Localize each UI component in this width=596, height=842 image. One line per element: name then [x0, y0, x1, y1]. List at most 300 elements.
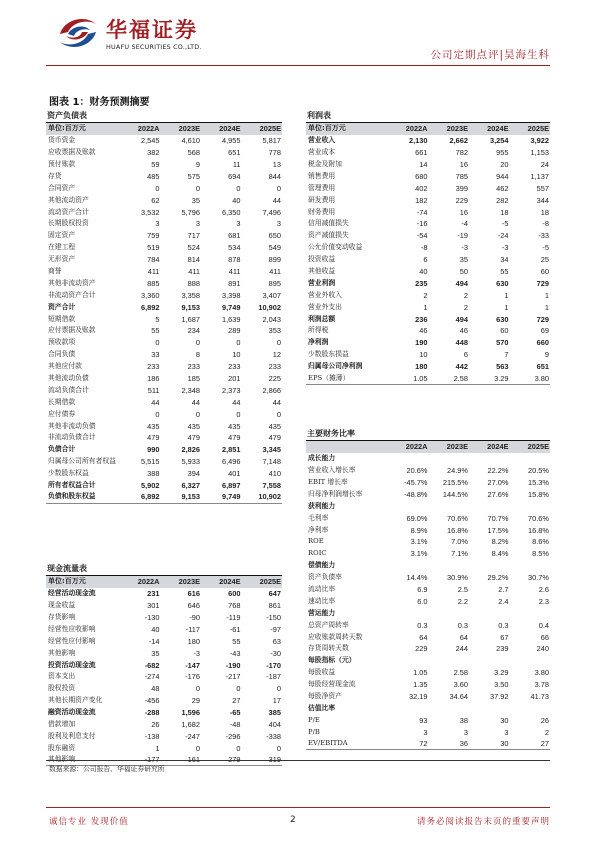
row-label: 资本支出 [48, 672, 76, 681]
table-row [306, 560, 550, 572]
value-cell: 3.80 [534, 668, 549, 678]
value-cell: 944 [496, 171, 509, 181]
table-row [306, 536, 550, 548]
value-cell: -14 [148, 636, 160, 646]
value-cell: 0 [236, 409, 241, 419]
value-cell: 2,373 [222, 385, 241, 395]
value-cell: 69.0% [406, 513, 428, 523]
row-label: 营业收入增长率 [308, 466, 356, 475]
value-cell: 44 [151, 397, 160, 407]
value-cell: 4,955 [222, 136, 241, 146]
value-cell: 570 [496, 338, 509, 348]
value-cell: 17 [272, 696, 281, 706]
value-cell: 16.8% [528, 525, 549, 535]
row-label: 利润总额 [308, 314, 336, 323]
header-year-cell: 2022A [405, 124, 428, 134]
table-section-title: 资产负债表 [46, 110, 282, 123]
value-cell: 1 [155, 743, 160, 753]
row-label: 营运能力 [308, 608, 336, 617]
value-cell: 600 [228, 589, 241, 599]
value-cell: 2 [463, 302, 468, 312]
table-row [46, 432, 282, 444]
table-row [46, 444, 282, 456]
value-cell: 40 [232, 195, 241, 205]
value-cell: 650 [268, 231, 281, 241]
row-label: 应收账款周转天数 [308, 632, 363, 641]
value-cell: 534 [228, 243, 241, 253]
value-cell: 27.6% [487, 489, 509, 499]
table-row [46, 408, 282, 420]
value-cell: -147 [185, 660, 200, 670]
row-label: 应收票据及账款 [48, 148, 96, 157]
value-cell: 0 [155, 338, 160, 348]
row-label: 流动比率 [308, 584, 336, 593]
value-cell: 785 [455, 171, 468, 181]
value-cell: 511 [147, 385, 160, 395]
value-cell: 442 [455, 362, 468, 372]
table-row [46, 361, 282, 373]
figure-title: 图表 1：财务预测摘要 [49, 97, 150, 108]
row-label: ROE [308, 537, 324, 546]
header-year-cell: 2025E [527, 124, 549, 134]
value-cell: -65 [229, 708, 241, 718]
row-label: 股利及利息支付 [48, 731, 96, 740]
row-label: 货币资金 [48, 136, 76, 145]
row-label: 归属母公司所有者权益 [48, 457, 116, 466]
row-label: 每股净资产 [308, 692, 342, 700]
value-cell: -3 [501, 243, 509, 253]
row-label: 净利率 [308, 525, 329, 534]
value-cell: 1 [544, 290, 549, 300]
value-cell: -130 [144, 612, 160, 622]
header-year-cell: 2024E [219, 577, 241, 587]
value-cell: 3.80 [534, 373, 549, 383]
row-label: 投资活动现金流 [48, 660, 96, 669]
row-label: 获利能力 [308, 501, 336, 510]
table-row [46, 480, 282, 492]
table-row [306, 361, 550, 373]
table-row [46, 171, 282, 183]
value-cell: 0 [236, 743, 241, 753]
value-cell: 0.3 [417, 620, 428, 630]
value-cell: 44 [272, 195, 281, 205]
logo-english-name: HUAFU SECURITIES CO.,LTD. [106, 43, 202, 51]
value-cell: -45.7% [404, 477, 428, 487]
value-cell: 29.2% [487, 573, 509, 583]
value-cell: -54 [416, 231, 428, 241]
row-label: 其他影响 [48, 648, 76, 657]
value-cell: 9,749 [222, 492, 241, 502]
value-cell: 563 [496, 362, 509, 372]
table-row [306, 667, 550, 679]
value-cell: -187 [266, 672, 281, 682]
row-label: 净利润 [308, 338, 329, 347]
value-cell: 3.1% [410, 549, 428, 559]
row-label: 经营活动现金流 [48, 589, 96, 598]
row-label: 毛利率 [308, 513, 329, 522]
value-cell: 180 [415, 362, 428, 372]
table-row [46, 456, 282, 468]
value-cell: 60 [500, 326, 509, 336]
row-label: 营业成本 [308, 148, 336, 157]
row-label: 其他收益 [308, 266, 336, 275]
value-cell: 8.6% [532, 537, 549, 547]
value-cell: 33 [151, 350, 160, 360]
value-cell: 778 [268, 148, 281, 158]
row-label: 应付票据及账款 [48, 326, 96, 335]
value-cell: 717 [187, 231, 200, 241]
row-label: 预收款项 [48, 338, 76, 347]
value-cell: 17.5% [487, 525, 509, 535]
value-cell: 9,153 [181, 302, 200, 312]
row-label: 偿债能力 [308, 561, 336, 570]
value-cell: 680 [415, 171, 428, 181]
value-cell: 7,496 [262, 207, 281, 217]
value-cell: 231 [147, 589, 160, 599]
value-cell: 30.9% [447, 573, 468, 583]
value-cell: 0 [195, 684, 200, 694]
value-cell: 14.4% [406, 573, 428, 583]
table-row [46, 266, 282, 278]
value-cell: 9,153 [181, 492, 200, 502]
value-cell: 6,892 [141, 492, 160, 502]
table-row [46, 695, 282, 707]
value-cell: 22.2% [487, 466, 509, 476]
table-row [306, 313, 550, 325]
value-cell: 1,153 [530, 148, 549, 158]
row-label: 其他流动负债 [48, 374, 89, 382]
value-cell: 888 [187, 278, 200, 288]
value-cell: 0 [236, 338, 241, 348]
value-cell: 32.19 [409, 692, 428, 701]
table-row [46, 600, 282, 612]
value-cell: 6,892 [141, 302, 160, 312]
value-cell: 646 [187, 601, 200, 611]
value-cell: 8.2% [491, 537, 509, 547]
table-row [306, 596, 550, 608]
value-cell: 0.4 [538, 620, 549, 630]
value-cell: 3.78 [534, 680, 549, 690]
value-cell: -117 [185, 624, 200, 634]
value-cell: 3,358 [181, 290, 200, 300]
value-cell: 651 [536, 362, 549, 372]
value-cell: 2 [544, 727, 549, 737]
value-cell: 215.5% [442, 477, 468, 487]
table-row [46, 492, 282, 504]
value-cell: 435 [228, 421, 241, 431]
value-cell: 70.7% [487, 513, 509, 523]
header-year-cell: 2022A [137, 577, 160, 587]
table-row [306, 584, 550, 596]
value-cell: 10,902 [258, 492, 281, 502]
table-row [46, 242, 282, 254]
row-label: 股权投资 [48, 684, 76, 693]
value-cell: 66 [540, 632, 549, 642]
table-row [306, 159, 550, 171]
value-cell: 479 [268, 433, 281, 443]
row-label: 存货影响 [48, 612, 76, 621]
value-cell: 8.5% [532, 549, 549, 559]
value-cell: 27.0% [487, 477, 509, 487]
value-cell: 782 [455, 148, 468, 158]
row-label: 在建工程 [48, 243, 76, 252]
row-label: 少数股东损益 [308, 350, 349, 359]
table-row [306, 738, 550, 750]
row-label: 财务费用 [308, 207, 336, 216]
value-cell: 20.5% [528, 466, 549, 476]
value-cell: 0 [236, 684, 241, 694]
value-cell: 70.6% [447, 513, 468, 523]
value-cell: 40 [151, 624, 160, 634]
value-cell: 479 [187, 433, 200, 443]
value-cell: 30.7% [528, 573, 549, 583]
value-cell: 44 [272, 397, 281, 407]
value-cell: 3 [195, 219, 200, 229]
value-cell: 616 [187, 589, 200, 599]
header-year-cell: 2023E [446, 442, 468, 452]
value-cell: 235 [415, 278, 428, 288]
value-cell: 630 [496, 278, 509, 288]
row-label: 非流动负债合计 [48, 433, 96, 442]
value-cell: 5 [155, 314, 160, 324]
value-cell: 651 [228, 148, 241, 158]
table-row [306, 230, 550, 242]
value-cell: 0 [276, 684, 281, 694]
row-label: 每股指标（元） [308, 656, 356, 665]
value-cell: 3.1% [410, 537, 428, 547]
value-cell: -48.8% [404, 489, 428, 499]
value-cell: 233 [147, 362, 160, 372]
value-cell: 6,897 [222, 481, 241, 491]
value-cell: 55 [500, 266, 509, 276]
table-row [46, 719, 282, 731]
table-row [306, 726, 550, 738]
value-cell: 201 [228, 374, 241, 383]
table-row [46, 731, 282, 743]
value-cell: 0 [276, 183, 281, 193]
table-row [46, 147, 282, 159]
row-label: 资产减值损失 [308, 231, 349, 240]
table-row [306, 194, 550, 206]
value-cell: 784 [147, 255, 160, 265]
value-cell: 7,148 [262, 457, 281, 467]
value-cell: 233 [228, 362, 241, 372]
value-cell: 48 [151, 684, 160, 694]
table-row [306, 325, 550, 337]
value-cell: 768 [228, 601, 241, 611]
value-cell: 885 [147, 278, 160, 288]
value-cell: 1,137 [530, 171, 549, 181]
header-unit-label: 单位:百万元 [48, 124, 86, 133]
value-cell: 50 [459, 266, 468, 276]
row-label: 融资活动现金流 [48, 708, 96, 717]
header-year-cell: 2023E [178, 124, 200, 134]
value-cell: 411 [269, 266, 281, 276]
footer-disclaimer: 请务必阅读报告末页的重要声明 [416, 817, 550, 827]
value-cell: -247 [185, 731, 200, 741]
table-row [306, 655, 550, 667]
value-cell: 557 [536, 183, 549, 193]
row-label: P/E [308, 715, 320, 724]
value-cell: 519 [147, 243, 160, 253]
page-number: 2 [290, 815, 296, 825]
footer-divider [46, 807, 550, 808]
row-label: 商誉 [48, 266, 62, 275]
row-label: 存货 [48, 171, 62, 180]
value-cell: 462 [496, 183, 509, 193]
value-cell: -150 [266, 612, 281, 622]
value-cell: 46 [459, 326, 468, 336]
value-cell: 2.7 [498, 584, 509, 594]
table-row [46, 647, 282, 659]
table-row [306, 489, 550, 501]
table-row [46, 301, 282, 313]
value-cell: 9 [544, 350, 549, 360]
row-label: 预付账款 [48, 159, 76, 168]
value-cell: 10,902 [258, 302, 281, 312]
value-cell: 44 [191, 397, 200, 407]
value-cell: 6.9 [417, 584, 428, 594]
value-cell: 69 [540, 326, 549, 336]
value-cell: -61 [229, 624, 241, 634]
document-type: 公司定期点评|昊海生科 [430, 49, 550, 61]
header-year-cell: 2022A [405, 442, 428, 452]
value-cell: -217 [225, 672, 241, 682]
value-cell: 14 [419, 159, 428, 169]
value-cell: 3,345 [262, 445, 281, 455]
value-cell: 729 [536, 314, 549, 324]
value-cell: 1.05 [413, 373, 428, 383]
value-cell: 24.9% [447, 466, 468, 476]
header-divider [46, 65, 550, 66]
table-row [306, 242, 550, 254]
value-cell: 20.6% [406, 466, 428, 476]
table-header-row [46, 123, 282, 135]
value-cell: -90 [189, 612, 200, 622]
value-cell: 18 [500, 207, 509, 217]
row-label: P/B [308, 727, 320, 736]
value-cell: 0.3 [457, 620, 468, 630]
value-cell: 448 [455, 338, 468, 348]
value-cell: 410 [268, 469, 281, 479]
value-cell: 1.35 [413, 680, 428, 690]
value-cell: 16 [459, 159, 468, 169]
table-row [46, 254, 282, 266]
table-row [306, 266, 550, 278]
value-cell: 6 [423, 255, 428, 265]
row-label: 所得税 [308, 326, 329, 335]
table-row [306, 349, 550, 361]
value-cell: 3.60 [453, 680, 468, 690]
value-cell: 568 [187, 148, 200, 158]
value-cell: 64 [419, 632, 428, 642]
row-label: 合同负债 [48, 350, 76, 359]
company-logo [56, 12, 236, 54]
table-section-title: 利润表 [306, 110, 550, 123]
value-cell: 1 [504, 302, 509, 312]
value-cell: 385 [268, 708, 281, 718]
row-label: 资产合计 [48, 302, 76, 311]
value-cell: 2 [423, 290, 428, 300]
table-row [306, 453, 550, 465]
value-cell: 3.29 [494, 668, 509, 678]
value-cell: 229 [415, 644, 428, 654]
value-cell: 1,596 [181, 708, 200, 718]
value-cell: 895 [268, 278, 281, 288]
table-row [46, 325, 282, 337]
table-section-title: 主要财务比率 [306, 428, 550, 441]
row-label: 应付债券 [48, 409, 76, 418]
value-cell: 233 [187, 362, 200, 372]
row-label: 流动资产合计 [48, 207, 89, 216]
header-year-cell: 2024E [219, 124, 241, 134]
table-row [306, 643, 550, 655]
value-cell: 30 [500, 739, 509, 749]
value-cell: 59 [151, 159, 160, 169]
value-cell: 4,610 [181, 136, 200, 146]
value-cell: 234 [187, 326, 200, 336]
row-label: 成长能力 [308, 454, 336, 463]
table-row [306, 524, 550, 536]
table-row [306, 135, 550, 147]
value-cell: 729 [536, 278, 549, 288]
table-row [46, 683, 282, 695]
value-cell: 10 [232, 350, 241, 360]
value-cell: 990 [147, 445, 160, 455]
row-label: 股东融资 [48, 743, 76, 752]
value-cell: 229 [455, 195, 468, 205]
value-cell: 5,902 [141, 481, 160, 491]
value-cell: 30 [500, 715, 509, 725]
table-row [46, 671, 282, 683]
value-cell: 524 [187, 243, 200, 253]
table-row [306, 301, 550, 313]
value-cell: 661 [415, 148, 428, 158]
value-cell: 7 [504, 350, 509, 360]
value-cell: 494 [455, 278, 468, 288]
cash-flow-table [46, 563, 282, 766]
header-year-cell: 2023E [446, 124, 468, 134]
header-year-cell: 2023E [178, 577, 200, 587]
value-cell: 3 [236, 219, 241, 229]
value-cell: 67 [500, 632, 509, 642]
value-cell: 8.4% [491, 549, 509, 559]
table-row [46, 659, 282, 671]
value-cell: 2.2 [457, 596, 468, 606]
value-cell: 70.6% [528, 513, 549, 523]
value-cell: 6,327 [181, 481, 200, 491]
value-cell: 2,662 [449, 136, 468, 146]
value-cell: 435 [147, 421, 160, 431]
table-row [306, 278, 550, 290]
value-cell: 6.0 [417, 596, 428, 606]
value-cell: 2,851 [222, 445, 241, 455]
value-cell: 861 [268, 601, 281, 611]
value-cell: 24 [540, 159, 549, 169]
value-cell: 46 [419, 326, 428, 336]
row-label: 信用减值损失 [308, 219, 349, 228]
value-cell: 647 [268, 589, 281, 599]
table-row [306, 548, 550, 560]
table-header-row [306, 441, 550, 453]
value-cell: -4 [461, 219, 468, 229]
value-cell: -33 [538, 231, 549, 241]
table-row [46, 397, 282, 409]
value-cell: 55 [232, 636, 241, 646]
value-cell: 9 [195, 159, 200, 169]
table-row [46, 468, 282, 480]
row-label: 速动比率 [308, 596, 336, 605]
